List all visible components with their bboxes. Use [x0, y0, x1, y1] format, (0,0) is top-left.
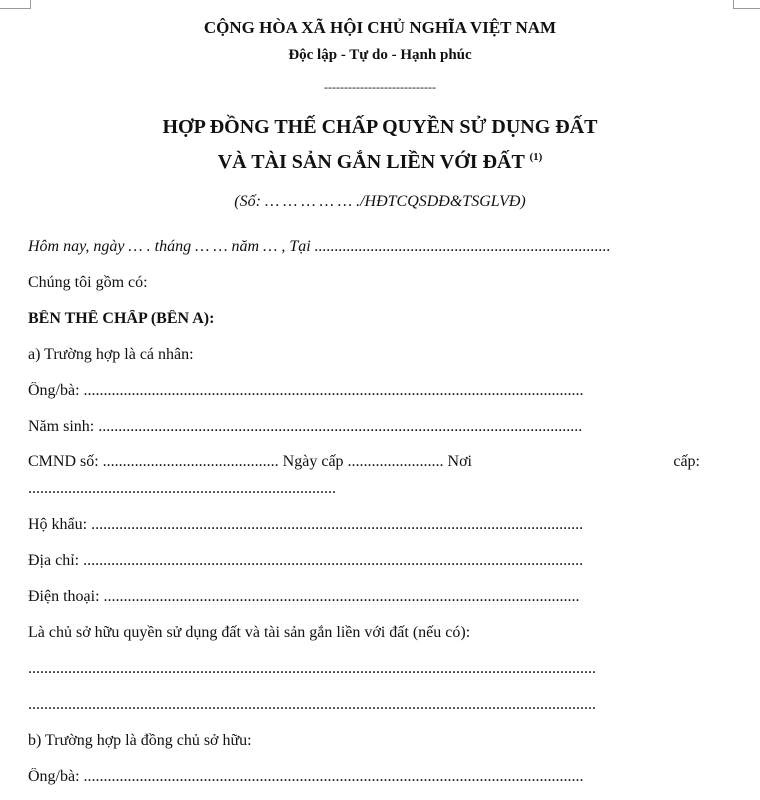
footnote-marker: (1)	[529, 151, 543, 163]
contract-number: (Số: … … … … … ./HĐTCQSDĐ&TSGLVĐ)	[234, 193, 526, 210]
contract-title-line1: HỢP ĐỒNG THẾ CHẤP QUYỀN SỬ DỤNG ĐẤT	[162, 116, 598, 138]
parties-intro: Chúng tôi gồm có:	[28, 274, 148, 291]
page-corner-mark-left	[0, 0, 31, 9]
date-place-line: Hôm nay, ngày … . tháng … … năm … , Tại ..........................................................................	[28, 238, 611, 255]
id-card-place-label: cấp:	[673, 453, 700, 470]
page-corner-mark-right	[733, 0, 760, 9]
ownership-blank-line-1: ..............................................................................................................................................	[28, 660, 596, 677]
name-field-b: Ông/bà: .............................................................................................................................	[28, 768, 584, 785]
case-individual: a) Trường hợp là cá nhân:	[28, 346, 194, 363]
id-card-continuation: .............................................................................	[28, 480, 336, 497]
header-divider: ----------------------------	[324, 80, 436, 94]
contract-title-line2-text: VÀ TÀI SẢN GẮN LIỀN VỚI ĐẤT	[217, 151, 525, 173]
ownership-blank-line-2: ..............................................................................................................................................	[28, 696, 596, 713]
national-motto: Độc lập - Tự do - Hạnh phúc	[288, 47, 472, 63]
national-title: CỘNG HÒA XÃ HỘI CHỦ NGHĨA VIỆT NAM	[203, 18, 557, 37]
name-field-a: Ông/bà: .............................................................................................................................	[28, 382, 584, 399]
residence-field: Hộ khẩu: ...........................................................................................................................	[28, 516, 584, 533]
ownership-statement: Là chủ sở hữu quyền sử dụng đất và tài sản gắn liền với đất (nếu có):	[28, 624, 471, 641]
contract-title-line2	[0, 151, 760, 174]
id-card-field: CMND số: ............................................ Ngày cấp ........................ Nơi	[28, 453, 472, 470]
birth-year-field: Năm sinh: .........................................................................................................................	[28, 418, 583, 435]
phone-field: Điện thoại: .......................................................................................................................	[28, 588, 580, 605]
address-field: Địa chỉ: .............................................................................................................................	[28, 552, 584, 569]
case-co-owner: b) Trường hợp là đồng chủ sở hữu:	[28, 732, 252, 749]
party-a-heading: BÊN THẾ CHẤP (BÊN A):	[28, 310, 215, 327]
